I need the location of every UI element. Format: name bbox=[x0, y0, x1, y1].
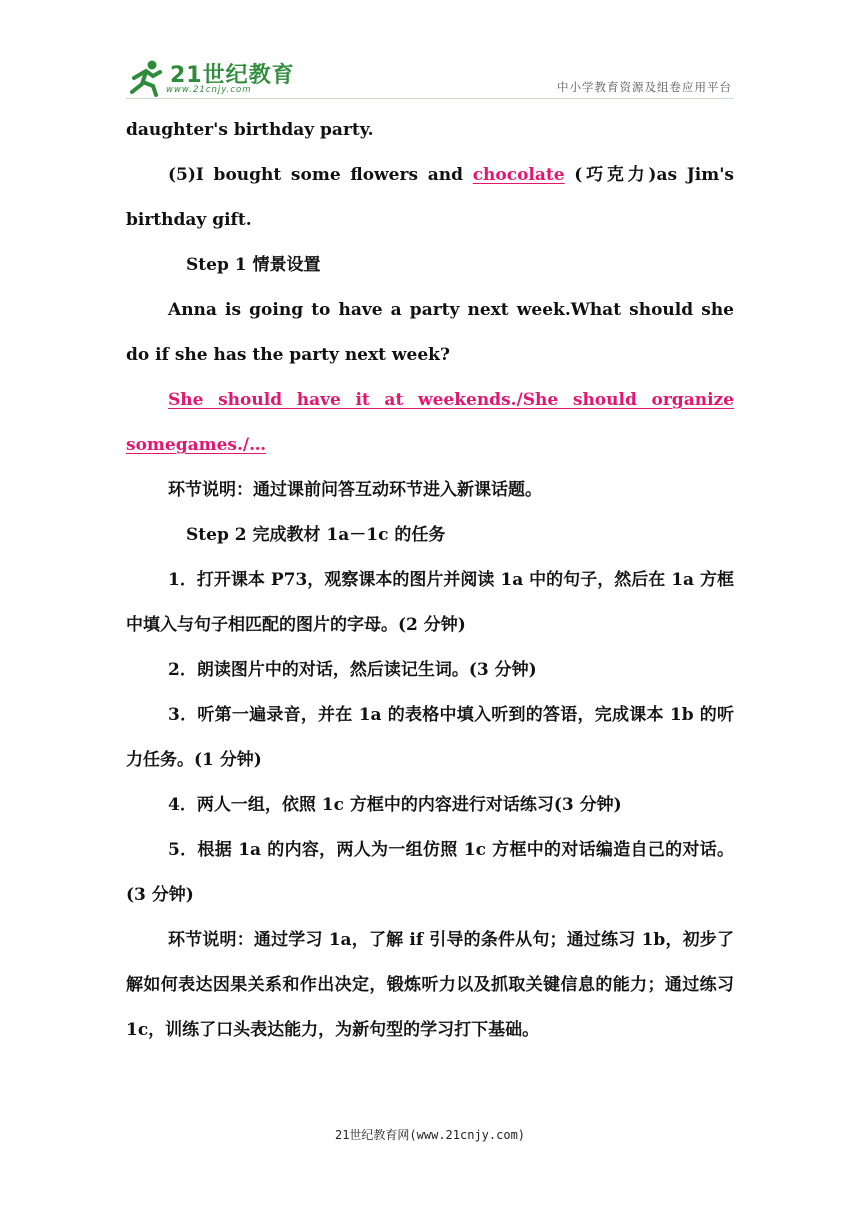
task-2: 2．朗读图片中的对话，然后读记生词。(3 分钟) bbox=[168, 660, 537, 680]
step2-heading: Step 2 完成教材 1a－1c 的任务 bbox=[186, 525, 446, 545]
stage-note-1: 环节说明：通过课前问答互动环节进入新课话题。 bbox=[168, 480, 542, 500]
logo-url: www.21cnjy.com bbox=[166, 85, 252, 95]
task-4: 4．两人一组，依照 1c 方框中的内容进行对话练习(3 分钟) bbox=[168, 795, 622, 815]
example-sentence bbox=[126, 153, 734, 243]
sentence-start: (5)I bought some flowers and bbox=[168, 165, 463, 185]
step1-heading: Step 1 情景设置 bbox=[186, 255, 321, 275]
runner-icon bbox=[126, 58, 166, 98]
task-1: 1．打开课本 P73，观察课本的图片并阅读 1a 中的句子，然后在 1a 方框中填入与句子相匹配的图片的字母。(2 分钟) bbox=[126, 570, 734, 635]
task-3: 3．听第一遍录音，并在 1a 的表格中填入听到的答语，完成课本 1b 的听力任务。(1 分钟) bbox=[126, 705, 734, 770]
platform-slogan: 中小学教育资源及组卷应用平台 bbox=[557, 80, 732, 94]
page-footer: 21世纪教育网(www.21cnjy.com) bbox=[334, 1128, 526, 1142]
task-5: 5．根据 1a 的内容，两人为一组仿照 1c 方框中的对话编造自己的对话。(3 分钟) bbox=[126, 840, 734, 905]
header-divider bbox=[126, 98, 734, 99]
sentence-end: (巧克力)as Jim's birthday gift. bbox=[126, 165, 735, 230]
page-header bbox=[0, 0, 860, 110]
stage-note-2: 环节说明：通过学习 1a，了解 if 引导的条件从句；通过练习 1b，初步了解如何表达因果关系和作出决定，锻炼听力以及抓取关键信息的能力；通过练习 1c，训练了口头表达能力，为新句型的学习打下基础。 bbox=[126, 930, 734, 1040]
answer-blank: chocolate bbox=[472, 165, 565, 185]
site-logo[interactable] bbox=[126, 58, 295, 100]
logo-text: 21世纪教育 bbox=[170, 63, 295, 88]
scenario-answer: She should have it at weekends./She should organize somegames./… bbox=[126, 390, 734, 455]
scenario-question: Anna is going to have a party next week.What should she do if she has the party next week? bbox=[126, 300, 734, 365]
text-line: daughter's birthday party. bbox=[126, 120, 374, 140]
document-body bbox=[126, 108, 734, 1053]
